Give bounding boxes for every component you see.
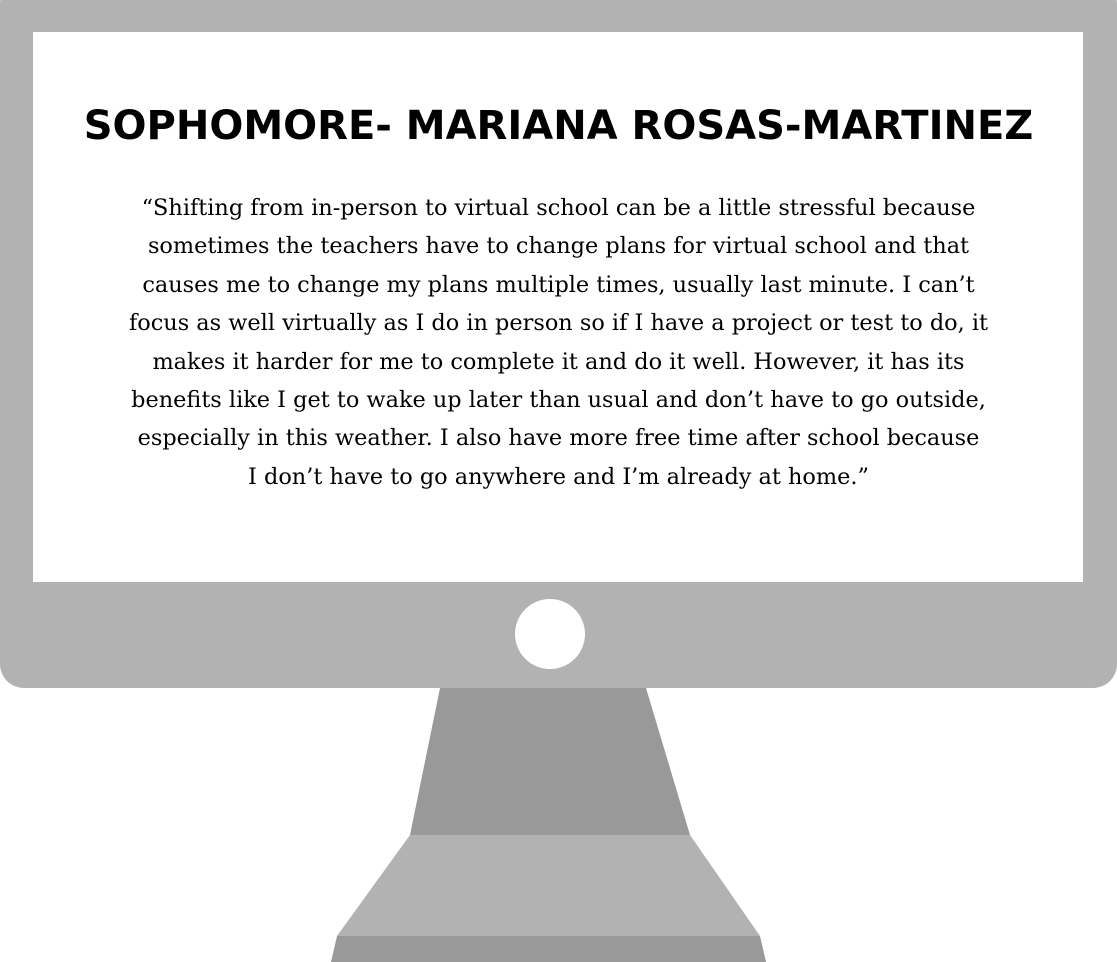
quote-line: sometimes the teachers have to change plans for virtual school and that	[147, 233, 970, 260]
quote-line: benefits like I get to wake up later than usual and don’t have to go outside,	[131, 387, 986, 414]
quote-line: “Shifting from in-person to virtual school can be a little stressful because	[141, 195, 976, 221]
quote-line: especially in this weather. I also have more free time after school because	[137, 425, 980, 452]
quote-line: makes it harder for me to complete it and do it well. However, it has its	[152, 348, 965, 375]
power-button-icon	[515, 599, 585, 669]
quote-line: causes me to change my plans multiple times, usually last minute. I can’t	[142, 271, 975, 298]
quote-line: I don’t have to go anywhere and I’m already at home.”	[248, 463, 869, 490]
page-title: SOPHOMORE- MARIANA ROSAS-MARTINEZ	[83, 103, 1034, 149]
quote-line: focus as well virtually as I do in person so if I have a project or test to do, it	[128, 310, 989, 337]
quote-block	[48, 189, 1069, 496]
